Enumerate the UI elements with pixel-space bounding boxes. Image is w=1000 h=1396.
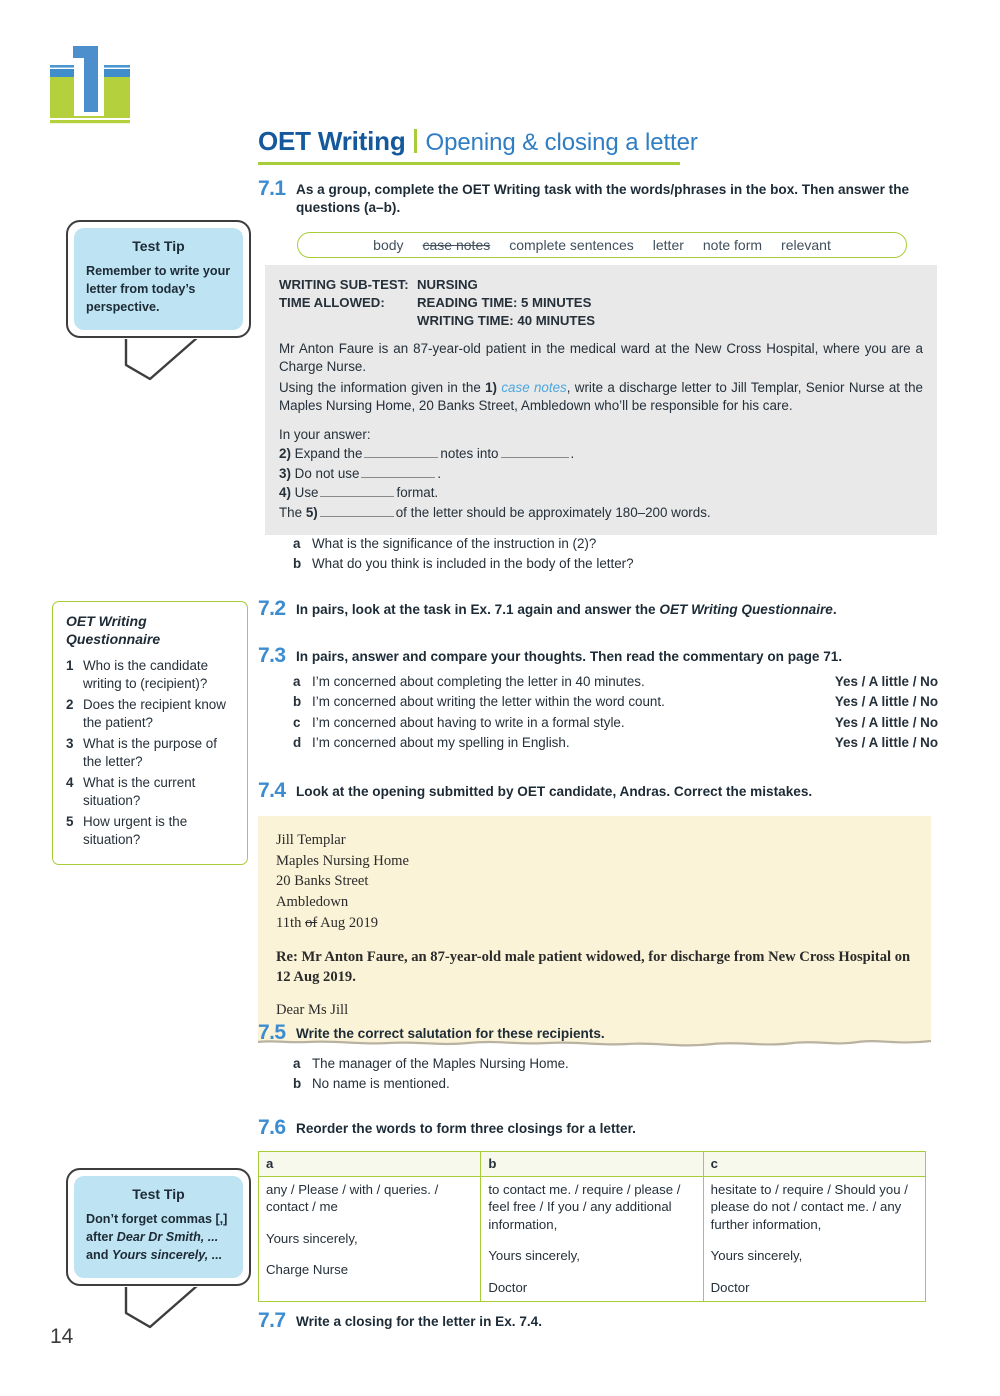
item-letter: c	[293, 714, 301, 730]
item-text: How urgent is the situation?	[83, 813, 188, 848]
cell-a-role: Charge Nurse	[266, 1262, 349, 1278]
cell-b-role: Doctor	[488, 1279, 528, 1295]
answer-item-5-pre: The	[279, 504, 303, 520]
list-item	[66, 657, 235, 694]
cell-c[interactable]	[703, 1176, 925, 1302]
item-text: What is the purpose of the letter?	[83, 735, 217, 770]
item-number: 4	[66, 774, 74, 790]
answer-item-5-post: of the letter should be approximately 180–200 words.	[395, 504, 711, 520]
list-item	[293, 554, 933, 574]
letter-date-struck: of	[305, 914, 318, 931]
cell-a[interactable]	[259, 1176, 481, 1302]
cell-spacer	[711, 1265, 918, 1279]
oet-writing-questionnaire	[52, 601, 248, 865]
unit-logo	[48, 38, 132, 130]
letter-address-line: Jill Templar	[276, 832, 346, 848]
task-meta	[279, 276, 923, 331]
cell-spacer	[266, 1216, 473, 1230]
exercise-7-7	[258, 1310, 938, 1332]
test-tip-top-tail	[124, 335, 200, 381]
item-number: 1	[66, 657, 74, 673]
cell-a-signoff: Yours sincerely,	[266, 1230, 358, 1246]
list-item	[293, 1074, 933, 1094]
test-tip-bottom-tail	[124, 1283, 200, 1329]
item-text: I’m concerned about writing the letter within the word count.	[312, 694, 665, 710]
word-bank-item[interactable]: note form	[702, 237, 763, 253]
answer-item-2-number: 2)	[279, 446, 291, 462]
page-subtitle: Opening & closing a letter	[425, 129, 698, 156]
cell-a-words: any / Please / with / queries. / contact / me	[266, 1181, 439, 1215]
time-allowed-label: TIME ALLOWED:	[279, 295, 385, 311]
letter-date-pre: 11th	[276, 914, 306, 931]
test-tip-top-text: Remember to write your letter from today’s perspective.	[86, 264, 231, 314]
list-item	[293, 713, 938, 733]
time-allowed-spacer	[279, 312, 417, 330]
letter-re-line: Re: Mr Anton Faure, an 87-year-old male patient widowed, for discharge from New Cross Hospital on 12 Aug 2019.	[276, 948, 911, 986]
answer-item-2	[279, 445, 923, 464]
test-tip-bottom-inner	[74, 1176, 243, 1278]
item-text: Who is the candidate writing to (recipient)?	[83, 657, 209, 692]
tip-text-italic-2: Yours sincerely, ...	[111, 1247, 223, 1262]
answer-item-4-b: format.	[396, 485, 439, 501]
writing-time-value: WRITING TIME: 40 MINUTES	[417, 313, 596, 329]
list-item	[293, 733, 938, 753]
test-tip-bottom-body	[66, 1168, 251, 1286]
item-text: Does the recipient know the patient?	[83, 696, 226, 731]
column-header-b: b	[481, 1152, 703, 1177]
item-number: 5	[66, 813, 74, 829]
test-tip-bottom-title: Test Tip	[132, 1186, 185, 1202]
exercise-7-4-number: 7.4	[258, 779, 286, 802]
table-row	[259, 1176, 926, 1302]
cell-spacer	[488, 1265, 695, 1279]
exercise-7-5-instruction: Write the correct salutation for these recipients.	[296, 1026, 605, 1041]
column-header-a: a	[259, 1152, 481, 1177]
task-para2-number: 1)	[485, 379, 498, 395]
candidate-letter	[258, 816, 931, 1052]
word-bank-item[interactable]: relevant	[781, 237, 831, 253]
answer-item-3-number: 3)	[279, 465, 291, 481]
cell-b[interactable]	[481, 1176, 703, 1302]
test-tip-bottom	[66, 1168, 251, 1286]
item-text: I’m concerned about having to write in a formal style.	[312, 714, 625, 730]
subtest-label: WRITING SUB-TEST:	[279, 277, 409, 292]
answer-item-2-a: Expand the	[294, 446, 363, 462]
task-paragraph-1: Mr Anton Faure is an 87-year-old patient in the medical ward at the New Cross Hospital, where you are a Charge Nurse.	[279, 340, 923, 375]
answer-options[interactable]: Yes / A little / No	[834, 694, 938, 710]
instr-italic: OET Writing Questionnaire	[659, 602, 833, 617]
answer-blank[interactable]	[364, 446, 438, 458]
word-bank-item[interactable]: body	[373, 237, 404, 253]
list-item	[66, 696, 235, 733]
tip-text-pre: Don’t forget commas [,] after	[86, 1212, 228, 1244]
item-letter: a	[293, 536, 301, 551]
exercise-7-1	[258, 178, 938, 217]
answer-blank[interactable]	[501, 446, 569, 458]
answer-item-4-number: 4)	[279, 485, 291, 501]
answer-item-3-b: .	[437, 465, 442, 481]
exercise-7-2	[258, 598, 938, 620]
answer-options[interactable]: Yes / A little / No	[834, 735, 938, 751]
list-item	[66, 774, 235, 811]
exercise-7-6-instruction: Reorder the words to form three closings for a letter.	[296, 1121, 636, 1136]
header-divider	[414, 129, 417, 153]
letter-salutation: Dear Ms Jill	[276, 1002, 349, 1019]
item-letter: b	[293, 556, 302, 572]
letter-date	[276, 913, 913, 934]
test-tip-bottom-text	[86, 1211, 231, 1265]
page-header	[258, 126, 938, 165]
item-number: 2	[66, 696, 74, 712]
cell-spacer	[488, 1233, 695, 1247]
exercise-7-5-number: 7.5	[258, 1021, 286, 1044]
list-item	[66, 735, 235, 772]
test-tip-top-inner	[74, 228, 243, 330]
cell-c-signoff: Yours sincerely,	[710, 1248, 803, 1264]
header-rule	[258, 162, 680, 165]
exercise-7-1-instruction: As a group, complete the OET Writing task with the words/phrases in the box. Then answer the questions (a–b).	[296, 182, 910, 215]
item-text: No name is mentioned.	[312, 1076, 450, 1092]
test-tip-top-title: Test Tip	[132, 238, 185, 254]
item-letter: b	[293, 1076, 302, 1092]
answer-item-2-b: notes into	[440, 446, 499, 462]
letter-address-line: Ambledown	[276, 894, 349, 911]
exercise-7-4-instruction: Look at the opening submitted by OET candidate, Andras. Correct the mistakes.	[296, 784, 813, 799]
list-item	[293, 672, 938, 692]
list-item	[293, 1054, 933, 1074]
task-para2-post: , write a discharge letter to Jill Templar, Senior Nurse at the Maples Nursing Home, 20 Banks Street, Ambledown who’ll be responsible for his care.	[279, 379, 923, 414]
exercise-7-1-questions	[293, 534, 933, 575]
page-title: OET Writing	[258, 126, 406, 156]
tip-text-italic-1: Dear Dr Smith, ...	[116, 1229, 219, 1244]
word-bank-item[interactable]: complete sentences	[509, 237, 634, 253]
answer-item-3-a: Do not use	[294, 465, 360, 481]
list-item	[293, 692, 938, 712]
letter-address-line: 20 Banks Street	[276, 873, 369, 890]
task-paragraph-2	[279, 379, 923, 416]
list-item	[293, 534, 933, 554]
exercise-7-4	[258, 780, 938, 802]
answer-item-3	[279, 465, 923, 484]
cell-spacer	[266, 1247, 473, 1261]
answer-item-2-c: .	[570, 446, 575, 462]
answer-head: In your answer:	[279, 426, 371, 442]
answer-blank[interactable]	[320, 485, 394, 497]
instr-pre: In pairs, look at the task in Ex. 7.1 again and answer the	[296, 602, 660, 617]
answer-options[interactable]: Yes / A little / No	[834, 674, 938, 689]
questionnaire-title: OET Writing Questionnaire	[66, 613, 161, 647]
answer-item-5-number: 5)	[305, 504, 318, 520]
letter-address-line: Maples Nursing Home	[276, 852, 409, 869]
exercise-7-2-instruction	[296, 598, 837, 619]
exercise-7-7-number: 7.7	[258, 1309, 286, 1332]
exercise-7-5-questions	[293, 1054, 933, 1095]
subtest-value: NURSING	[417, 277, 478, 292]
column-header-c: c	[703, 1152, 925, 1177]
task-para2-casenotes: case notes	[501, 379, 567, 395]
page-number: 14	[50, 1325, 74, 1348]
tip-text-mid: and	[86, 1247, 112, 1262]
cell-c-words: hesitate to / require / Should you / please do not / contact me. / any further information,	[710, 1181, 908, 1232]
item-number: 3	[66, 735, 74, 751]
letter-paper	[258, 816, 931, 1037]
test-tip-top	[66, 220, 251, 338]
exercise-7-6-number: 7.6	[258, 1116, 286, 1139]
word-bank-item[interactable]: letter	[652, 237, 684, 253]
answer-item-4	[279, 484, 923, 503]
exercise-7-5	[258, 1022, 938, 1044]
item-text: What is the significance of the instruction in (2)?	[312, 536, 597, 551]
list-item	[66, 813, 235, 850]
cell-spacer	[711, 1233, 918, 1247]
table-header-row	[259, 1152, 926, 1177]
answer-blank[interactable]	[320, 505, 394, 517]
cell-b-words: to contact me. / require / please / feel free / If you / any additional information,	[488, 1181, 681, 1232]
item-text: I’m concerned about completing the letter in 40 minutes.	[312, 674, 645, 689]
answer-item-5	[279, 504, 923, 523]
exercise-7-6	[258, 1117, 938, 1139]
letter-date-post: Aug 2019	[317, 914, 379, 931]
exercise-7-3	[258, 645, 938, 667]
exercise-7-1-number: 7.1	[258, 177, 286, 200]
answer-item-4-a: Use	[294, 485, 319, 501]
exercise-7-3-questions	[293, 672, 938, 754]
test-tip-top-body	[66, 220, 251, 338]
cell-b-signoff: Yours sincerely,	[488, 1248, 580, 1264]
answer-blank[interactable]	[361, 466, 435, 478]
exercise-7-7-instruction: Write a closing for the letter in Ex. 7.4.	[296, 1314, 543, 1329]
item-letter: d	[293, 735, 302, 751]
task-para2-pre: Using the information given in the	[279, 379, 486, 395]
item-letter: a	[293, 1056, 301, 1071]
exercise-7-3-instruction: In pairs, answer and compare your thoughts. Then read the commentary on page 71.	[296, 649, 843, 664]
item-text: The manager of the Maples Nursing Home.	[312, 1056, 569, 1071]
item-text: I’m concerned about my spelling in English.	[312, 735, 570, 751]
reading-time-value: READING TIME: 5 MINUTES	[417, 295, 592, 311]
item-text: What do you think is included in the body of the letter?	[312, 556, 634, 572]
closings-table	[258, 1151, 926, 1302]
item-text: What is the current situation?	[83, 774, 196, 809]
exercise-7-3-number: 7.3	[258, 644, 286, 667]
item-letter: b	[293, 694, 302, 710]
exercise-7-2-number: 7.2	[258, 597, 286, 620]
word-bank-item-struck[interactable]: case notes	[422, 237, 491, 253]
oet-task-box	[265, 265, 937, 535]
instr-post: .	[832, 602, 837, 617]
item-letter: a	[293, 674, 301, 689]
cell-c-role: Doctor	[710, 1279, 750, 1295]
word-bank	[297, 232, 907, 258]
answer-options[interactable]: Yes / A little / No	[834, 714, 938, 730]
